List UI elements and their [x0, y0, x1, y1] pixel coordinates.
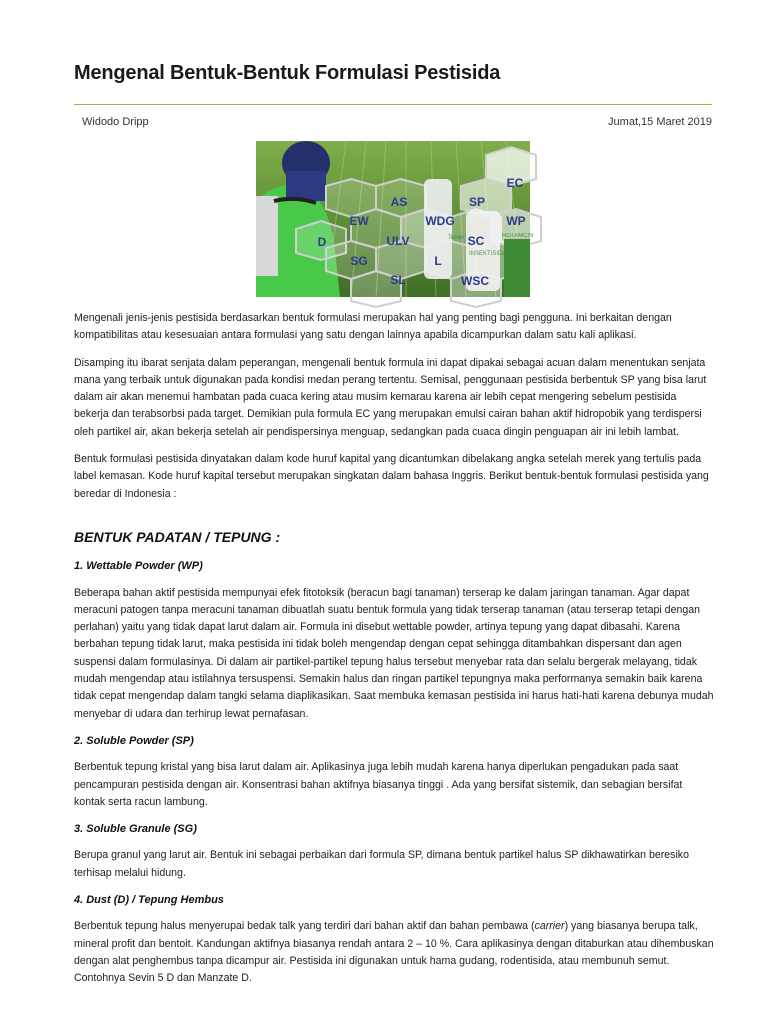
title-divider [74, 104, 712, 105]
intro-paragraph-3: Bentuk formulasi pestisida dinyatakan dalam kode huruf kapital yang dicantumkan dibelakang angka setelah merek yang tertulis pada label kemasan. Kode huruf kapital tersebut merupakan singkatan dalam bahasa Inggris. Berikut bentuk-bentuk formulasi pestisida yang beredar di Indonesia : [74, 453, 709, 500]
hex-label-wp: WP [506, 214, 526, 228]
hex-label-as: AS [390, 195, 408, 209]
hex-label-l: L [434, 254, 442, 268]
hex-label-wsc: WSC [461, 274, 489, 288]
bottle-label-rotamcin: ROTAMCIN [502, 233, 534, 239]
item-text-dust-part1: Berbentuk tepung halus menyerupai bedak talk yang terdiri dari bahan aktif dan bahan pembawa ( [74, 920, 535, 933]
item-heading-sg: 3. Soluble Granule (SG) [74, 823, 197, 836]
intro-paragraph-1: Mengenali jenis-jenis pestisida berdasarkan bentuk formulasi merupakan hal yang penting bagi pengguna. Ini berkaitan dengan kompatibilitas atau kesesuaian antara formulasi yang satu dengan lainnya apabila dicampurkan dalam satu kali aplikasi. [74, 312, 672, 342]
bottle-label-tenex: Tenex [448, 235, 465, 241]
hex-label-sc: SC [467, 234, 485, 248]
author-name: Widodo Dripp [82, 116, 149, 128]
item-text-dust-carrier: carrier [534, 920, 565, 933]
hex-label-ec: EC [506, 176, 524, 190]
article-body [74, 310, 714, 998]
item-heading-dust: 4. Dust (D) / Tepung Hembus [74, 894, 224, 907]
section-heading: BENTUK PADATAN / TEPUNG : [74, 528, 281, 545]
item-text-sg: Berupa granul yang larut air. Bentuk ini sebagai perbaikan dari formula SP, dimana bentuk partikel halus SP dikhawatirkan beresiko terhisap melalui hidung. [74, 849, 690, 879]
item-text-dust-part2: ) yang biasanya berupa talk, mineral profit dan bentoit. Kandungan aktifnya biasanya rendah antara 2 – 10 %. Cara aplikasinya dengan ditaburkan atau dihembuskan dengan alat penghembus tanpa dicampur air. Pestisida ini digunakan untuk hama gudang, rodentisida, atau membunuh semut. Contohnya Sevin 5 D dan Manzate D. [74, 920, 714, 985]
hex-label-d: D [317, 235, 327, 249]
item-text-dust [74, 918, 714, 987]
hex-label-sg: SG [350, 254, 368, 268]
hex-label-sp: SP [468, 195, 486, 209]
item-heading-wp: 1. Wettable Powder (WP) [74, 560, 203, 573]
page-title: Mengenal Bentuk-Bentuk Formulasi Pestisida [74, 62, 501, 84]
hex-label-wdg: WDG [425, 214, 455, 228]
hex-label-ew: EW [349, 214, 369, 228]
hex-label-ulv: ULV [386, 234, 410, 248]
bottle-label-insektisida: INSEKTISIDA [469, 251, 507, 257]
publish-date: Jumat,15 Maret 2019 [608, 116, 712, 128]
item-text-sp: Berbentuk tepung kristal yang bisa larut dalam air. Aplikasinya juga lebih mudah karena hanya diperlukan pengadukan pada saat pencampuran pestisida dengan air. Konsentrasi bahan aktifnya biasanya tinggi . Ada yang bersifat sistemik, dan sebagian bersifat kontak serta racun lambung. [74, 761, 683, 808]
intro-paragraph-2: Disamping itu ibarat senjata dalam peperangan, mengenali bentuk formula ini dapat dipakai sebagai acuan dalam menentukan senjata mana yang terbaik untuk digunakan pada kondisi medan perang tertentu. Semisal, penggunaan pestisida berbentuk SP yang bisa larut dalam air akan menemui hambatan pada cuaca kering atau musim kemarau karena air lebih cepat mengering sebelum pestisida bekerja dan terabsorbsi pada target. Demikian pula formula EC yang merupakan emulsi cairan bahan aktif hidropobik yang terdispersi oleh partikel air, akan bekerja setelah air pendispersinya menguap, sedangkan pada cuaca dingin penguapan air ini lebih lambat. [74, 356, 707, 438]
item-heading-sp: 2. Soluble Powder (SP) [74, 734, 194, 747]
item-text-wp: Beberapa bahan aktif pestisida mempunyai efek fitotoksik (beracun bagi tanaman) terserap ke dalam jaringan tanaman. Agar dapat meracuni patogen tanpa meracuni tanaman dibuatlah suatu bentuk formula yang tidak terserap tanaman (atau terserap tetapi dengan perlahan) yaitu yang tidak dapat larut dalam air. Formula ini disebut wettable powder, artinya tepung yang dapat dibasahi. Karena berbahan tepung tidak larut, maka pestisida ini tidak boleh mengendap dengan cepat sehingga ditambahkan dispersant dan agen suspensi dalam formulasinya. Di dalam air partikel-partikel tepung halus tersebut menyebar rata dan selalu bergerak melayang, tidak mudah mengendap atau istilahnya tersuspensi. Semakin halus dan ringan partikel tepungnya maka performanya semakin baik karena tidak cepat mengendap dalam tangki selama diaplikasikan. Saat membuka kemasan pestisida ini harus hati-hati karena debunya mudah menyebar di udara dan terhirup lewat pernafasan. [74, 586, 714, 720]
hex-label-sl: SL [390, 273, 406, 287]
hero-image [256, 141, 534, 297]
